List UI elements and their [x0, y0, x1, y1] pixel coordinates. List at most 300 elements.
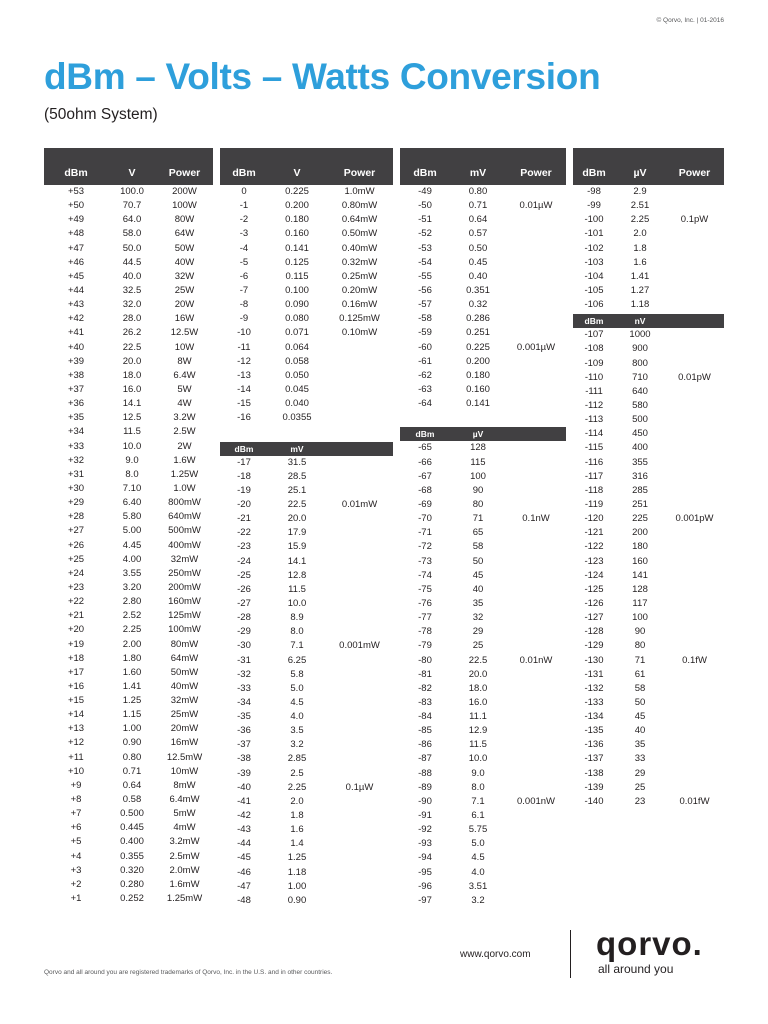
table-row [220, 213, 393, 227]
table-row [400, 498, 566, 512]
voltage-cell: 0.080 [285, 313, 309, 325]
power-cell [506, 639, 566, 653]
voltage-cell: 3.2 [290, 739, 304, 751]
power-cell [665, 540, 724, 554]
power-cell: 64mW [170, 652, 199, 664]
table-row [220, 284, 393, 298]
power-cell [326, 625, 393, 639]
dbm-cell: -42 [237, 810, 251, 822]
table-row [220, 696, 393, 710]
power-cell [506, 625, 566, 639]
voltage-cell: 0.90 [122, 737, 142, 749]
table-row [400, 795, 566, 809]
dbm-cell: -112 [584, 399, 604, 411]
dbm-cell: +14 [67, 709, 85, 721]
voltage-cell [268, 425, 326, 439]
power-cell: 1.0mW [344, 186, 375, 197]
table-row [573, 470, 724, 484]
dbm-cell: +48 [67, 228, 85, 240]
dbm-cell: -86 [418, 739, 432, 751]
power-cell: 160mW [168, 596, 201, 608]
table-row [400, 484, 566, 498]
table-row [400, 441, 566, 455]
dbm-cell: -109 [584, 357, 604, 369]
power-cell: 0.16mW [341, 299, 378, 311]
dbm-cell: -135 [584, 725, 604, 737]
dbm-cell: -46 [237, 866, 251, 878]
dbm-cell: -69 [418, 498, 432, 510]
table-row [400, 369, 566, 383]
power-cell [326, 866, 393, 880]
dbm-cell: -93 [418, 838, 432, 850]
table-row [573, 427, 724, 441]
dbm-cell: -5 [239, 256, 249, 268]
dbm-cell: +49 [67, 214, 85, 226]
table-row [44, 609, 213, 623]
table-row [220, 484, 393, 498]
table-row [44, 765, 213, 779]
table-row [573, 357, 724, 371]
dbm-cell: +10 [67, 765, 85, 777]
dbm-cell: -138 [584, 767, 604, 779]
power-cell: 0.1nW [522, 513, 550, 525]
voltage-cell: 22.5 [122, 341, 142, 353]
dbm-cell: +44 [67, 284, 85, 296]
voltage-cell: 26.2 [122, 327, 142, 339]
table-row [220, 823, 393, 837]
column-header [400, 148, 566, 185]
dbm-cell: -60 [418, 341, 432, 353]
voltage-cell: 400 [632, 442, 648, 454]
website-url[interactable]: www.qorvo.com [460, 949, 531, 960]
power-cell: 50mW [170, 666, 199, 678]
table-row [573, 625, 724, 639]
table-row [44, 793, 213, 807]
table-row [220, 526, 393, 540]
dbm-cell: -84 [418, 711, 432, 723]
voltage-cell: 251 [632, 498, 648, 510]
table-row [400, 880, 566, 894]
dbm-cell: -119 [584, 498, 604, 510]
dbm-cell: -89 [418, 781, 432, 793]
dbm-cell: -68 [418, 484, 432, 496]
power-cell [665, 328, 724, 342]
voltage-cell [450, 411, 506, 425]
dbm-cell: -48 [237, 894, 251, 906]
voltage-cell: 0.200 [466, 355, 490, 367]
column-header [573, 148, 724, 185]
dbm-cell: +12 [67, 737, 85, 749]
table-row [573, 654, 724, 668]
dbm-cell: -56 [418, 284, 432, 296]
power-cell [506, 540, 566, 554]
dbm-cell: -118 [584, 484, 604, 496]
power-cell: 2.5mW [169, 850, 200, 862]
voltage-cell: 4.0 [290, 711, 304, 723]
table-row [220, 752, 393, 766]
voltage-cell: 0.80 [468, 186, 488, 197]
dbm-cell: -78 [418, 626, 432, 638]
voltage-cell: 355 [632, 456, 648, 468]
table-row [400, 611, 566, 625]
dbm-cell: -64 [418, 398, 432, 410]
voltage-cell: 0.160 [466, 383, 490, 395]
voltage-cell: 33 [634, 753, 646, 765]
dbm-cell: +45 [67, 270, 85, 282]
voltage-cell: 2.25 [287, 781, 307, 793]
power-cell: 0.32mW [341, 256, 378, 268]
voltage-cell: 0.71 [468, 200, 488, 212]
dbm-cell: -81 [418, 668, 432, 680]
table-row [400, 597, 566, 611]
voltage-cell: 5.0 [290, 682, 304, 694]
voltage-cell: 5.0 [471, 838, 485, 850]
power-cell: 8mW [173, 779, 196, 791]
table-row [44, 199, 213, 213]
table-row [400, 767, 566, 781]
table-row [400, 526, 566, 540]
table-row [44, 708, 213, 722]
table-row [573, 298, 724, 312]
table-column-1 [44, 148, 213, 906]
table-row [220, 256, 393, 270]
power-cell: 40W [174, 256, 195, 268]
dbm-cell: -15 [237, 398, 251, 410]
dbm-cell: -140 [584, 795, 604, 807]
voltage-cell: 5.00 [122, 525, 142, 537]
voltage-cell: 90 [634, 626, 646, 638]
voltage-cell: 1.00 [122, 723, 142, 735]
power-cell [326, 682, 393, 696]
voltage-cell: 17.9 [287, 527, 307, 539]
voltage-cell: 11.5 [469, 739, 487, 751]
dbm-cell: +28 [67, 511, 85, 523]
table-row [573, 185, 724, 199]
dbm-cell: -55 [418, 270, 432, 282]
dbm-cell: +20 [67, 624, 85, 636]
power-cell [506, 682, 566, 696]
dbm-cell: +47 [67, 242, 85, 254]
table-row [44, 807, 213, 821]
table-row [44, 567, 213, 581]
dbm-cell: -130 [584, 654, 604, 666]
dbm-cell: -92 [418, 824, 432, 836]
voltage-cell: 70.7 [122, 200, 142, 212]
voltage-cell: 50 [634, 696, 646, 708]
table-row [44, 581, 213, 595]
dbm-cell: -115 [584, 442, 604, 454]
table-row [400, 823, 566, 837]
voltage-cell: 225 [632, 513, 648, 525]
dbm-cell: -128 [584, 626, 604, 638]
table-row [400, 242, 566, 256]
table-row [220, 654, 393, 668]
qorvo-logo [596, 926, 726, 976]
dbm-cell: -39 [237, 767, 251, 779]
power-cell [665, 484, 724, 498]
dbm-cell: -32 [237, 668, 251, 680]
table-row [573, 583, 724, 597]
power-cell [326, 512, 393, 526]
dbm-cell: -73 [418, 555, 432, 567]
dbm-cell: +37 [67, 383, 85, 395]
table-row [44, 510, 213, 524]
dbm-cell: -94 [418, 852, 432, 864]
subheader-cell: dBm [415, 429, 435, 440]
table-row [573, 441, 724, 455]
dbm-cell: -111 [585, 385, 603, 397]
power-cell [665, 270, 724, 284]
table-row [220, 710, 393, 724]
table-row [573, 227, 724, 241]
dbm-cell: -124 [584, 569, 604, 581]
subheader-cell: mV [290, 443, 304, 454]
voltage-cell: 40 [634, 725, 646, 737]
table-body [573, 185, 724, 809]
voltage-cell: 29 [634, 767, 646, 779]
power-cell [326, 555, 393, 569]
table-column-2 [220, 148, 393, 908]
voltage-cell: 28.0 [122, 313, 142, 325]
table-row [400, 411, 566, 425]
power-cell [506, 185, 566, 199]
voltage-cell: 58 [634, 682, 646, 694]
table-row [220, 625, 393, 639]
dbm-cell: +50 [67, 200, 85, 212]
voltage-cell: 25.1 [287, 484, 307, 496]
power-cell [665, 696, 724, 710]
voltage-cell: 0.141 [285, 242, 309, 254]
voltage-cell: 128 [470, 442, 486, 454]
power-cell [326, 470, 393, 484]
voltage-cell: 0.445 [120, 822, 144, 834]
dbm-cell: -99 [587, 200, 601, 212]
voltage-cell: 2.25 [630, 214, 650, 226]
voltage-cell: 180 [632, 541, 648, 553]
power-cell: 200W [172, 186, 197, 197]
power-cell [326, 341, 393, 355]
power-cell: 3.2mW [169, 836, 200, 848]
dbm-cell: -126 [584, 597, 604, 609]
column-header [220, 148, 393, 185]
power-cell [326, 526, 393, 540]
table-row [44, 835, 213, 849]
table-column-3 [400, 148, 566, 908]
table-row [573, 242, 724, 256]
table-row [573, 399, 724, 413]
dbm-cell: -45 [237, 852, 251, 864]
dbm-cell: -52 [418, 228, 432, 240]
table-row [573, 413, 724, 427]
voltage-cell: 7.1 [471, 795, 485, 807]
dbm-cell: -80 [418, 654, 432, 666]
power-cell [506, 312, 566, 326]
dbm-cell: -18 [237, 470, 251, 482]
dbm-cell: -134 [584, 711, 604, 723]
voltage-cell: 29 [472, 626, 484, 638]
voltage-cell: 18.0 [122, 369, 142, 381]
page-subtitle: (50ohm System) [44, 106, 158, 123]
table-row [44, 722, 213, 736]
table-row [44, 751, 213, 765]
table-row [573, 710, 724, 724]
dbm-cell: -101 [584, 228, 604, 240]
voltage-cell: 2.0 [290, 795, 304, 807]
table-row [400, 185, 566, 199]
subheader-cell [326, 442, 393, 456]
power-cell [506, 809, 566, 823]
power-cell: 0.01fW [679, 795, 710, 807]
table-row [400, 470, 566, 484]
power-cell [506, 411, 566, 425]
voltage-cell: 58.0 [122, 228, 142, 240]
power-cell: 2.5W [173, 426, 196, 438]
power-cell [326, 752, 393, 766]
power-cell [506, 456, 566, 470]
table-row [44, 369, 213, 383]
table-row [220, 837, 393, 851]
voltage-cell: 80 [634, 640, 646, 652]
voltage-cell: 1.8 [290, 810, 304, 822]
table-row [220, 470, 393, 484]
voltage-cell: 40.0 [122, 270, 142, 282]
dbm-cell: +11 [68, 751, 84, 763]
voltage-cell: 141 [632, 569, 648, 581]
dbm-cell: +42 [67, 313, 85, 325]
power-cell: 64W [174, 228, 195, 240]
power-cell: 0.20mW [341, 284, 378, 296]
voltage-cell: 500 [632, 414, 648, 426]
dbm-cell: -77 [418, 612, 432, 624]
voltage-cell: 0.040 [285, 398, 309, 410]
table-row [400, 866, 566, 880]
table-row [220, 781, 393, 795]
dbm-cell: +40 [67, 341, 85, 353]
table-row [400, 583, 566, 597]
power-cell [326, 767, 393, 781]
dbm-cell: +26 [67, 539, 85, 551]
voltage-cell: 0.115 [285, 270, 309, 282]
dbm-cell: -102 [584, 242, 604, 254]
voltage-cell: 12.5 [122, 412, 142, 424]
table-row [44, 341, 213, 355]
voltage-cell: 0.225 [466, 341, 490, 353]
dbm-cell: -110 [584, 371, 604, 383]
voltage-cell: 1.25 [287, 852, 307, 864]
power-cell [665, 427, 724, 441]
dbm-cell: -27 [237, 597, 251, 609]
dbm-cell: -105 [584, 284, 604, 296]
voltage-cell: 1.41 [630, 270, 650, 282]
table-row [573, 270, 724, 284]
power-cell [326, 851, 393, 865]
table-row [44, 326, 213, 340]
dbm-cell: -58 [418, 313, 432, 325]
dbm-cell: -88 [418, 767, 432, 779]
dbm-cell: -44 [237, 838, 251, 850]
table-row [573, 371, 724, 385]
power-cell: 16W [174, 313, 195, 325]
power-cell [326, 894, 393, 908]
table-row [573, 284, 724, 298]
voltage-cell: 0.251 [466, 327, 490, 339]
dbm-cell: -97 [418, 894, 432, 906]
table-row [44, 736, 213, 750]
table-row [400, 284, 566, 298]
power-cell [665, 199, 724, 213]
dbm-cell: -122 [584, 541, 604, 553]
header-cell: dBm [582, 167, 606, 179]
voltage-cell: 2.5 [290, 767, 304, 779]
logo-wordmark: qorvo. [596, 925, 703, 962]
voltage-cell: 12.9 [468, 725, 488, 737]
dbm-cell: -57 [418, 299, 432, 311]
power-cell: 500mW [168, 525, 201, 537]
dbm-cell: +38 [67, 369, 85, 381]
table-row [220, 383, 393, 397]
voltage-cell: 0.050 [285, 369, 309, 381]
power-cell: 0.80mW [341, 200, 378, 212]
table-row [44, 623, 213, 637]
power-cell [506, 441, 566, 455]
header-cell: Power [678, 167, 711, 179]
power-cell: 1.6W [173, 454, 196, 466]
voltage-cell: 0.500 [120, 808, 144, 820]
table-row [573, 781, 724, 795]
dbm-cell: +31 [67, 468, 85, 480]
table-row [400, 668, 566, 682]
power-cell [506, 242, 566, 256]
power-cell [326, 611, 393, 625]
power-cell [326, 355, 393, 369]
dbm-cell: -41 [237, 795, 251, 807]
voltage-cell: 45 [472, 569, 484, 581]
voltage-cell: 0.0355 [282, 412, 312, 424]
power-cell [326, 383, 393, 397]
table-row [44, 213, 213, 227]
voltage-cell: 14.1 [287, 555, 307, 567]
dbm-cell: -50 [418, 200, 432, 212]
power-cell [506, 383, 566, 397]
dbm-cell: +3 [70, 864, 82, 876]
voltage-cell: 61 [634, 668, 646, 680]
voltage-cell: 100 [470, 470, 486, 482]
power-cell [506, 355, 566, 369]
power-cell [665, 611, 724, 625]
dbm-cell: -49 [418, 186, 432, 197]
dbm-cell: -33 [237, 682, 251, 694]
dbm-cell: -132 [584, 682, 604, 694]
power-cell: 4mW [173, 822, 196, 834]
table-row [400, 569, 566, 583]
voltage-cell: 8.0 [125, 468, 139, 480]
table-row [220, 809, 393, 823]
power-cell: 100W [172, 200, 197, 212]
dbm-cell: +1 [70, 893, 82, 905]
table-row [573, 555, 724, 569]
voltage-cell: 0.160 [285, 228, 309, 240]
table-row [220, 724, 393, 738]
dbm-cell: +6 [70, 822, 82, 834]
voltage-cell: 3.20 [122, 581, 142, 593]
power-cell [506, 256, 566, 270]
voltage-cell: 1.18 [287, 866, 307, 878]
voltage-cell: 40 [472, 583, 484, 595]
dbm-cell: -29 [237, 626, 251, 638]
voltage-cell: 22.5 [287, 498, 307, 510]
voltage-cell: 20.0 [468, 668, 488, 680]
dbm-cell: +16 [67, 680, 85, 692]
